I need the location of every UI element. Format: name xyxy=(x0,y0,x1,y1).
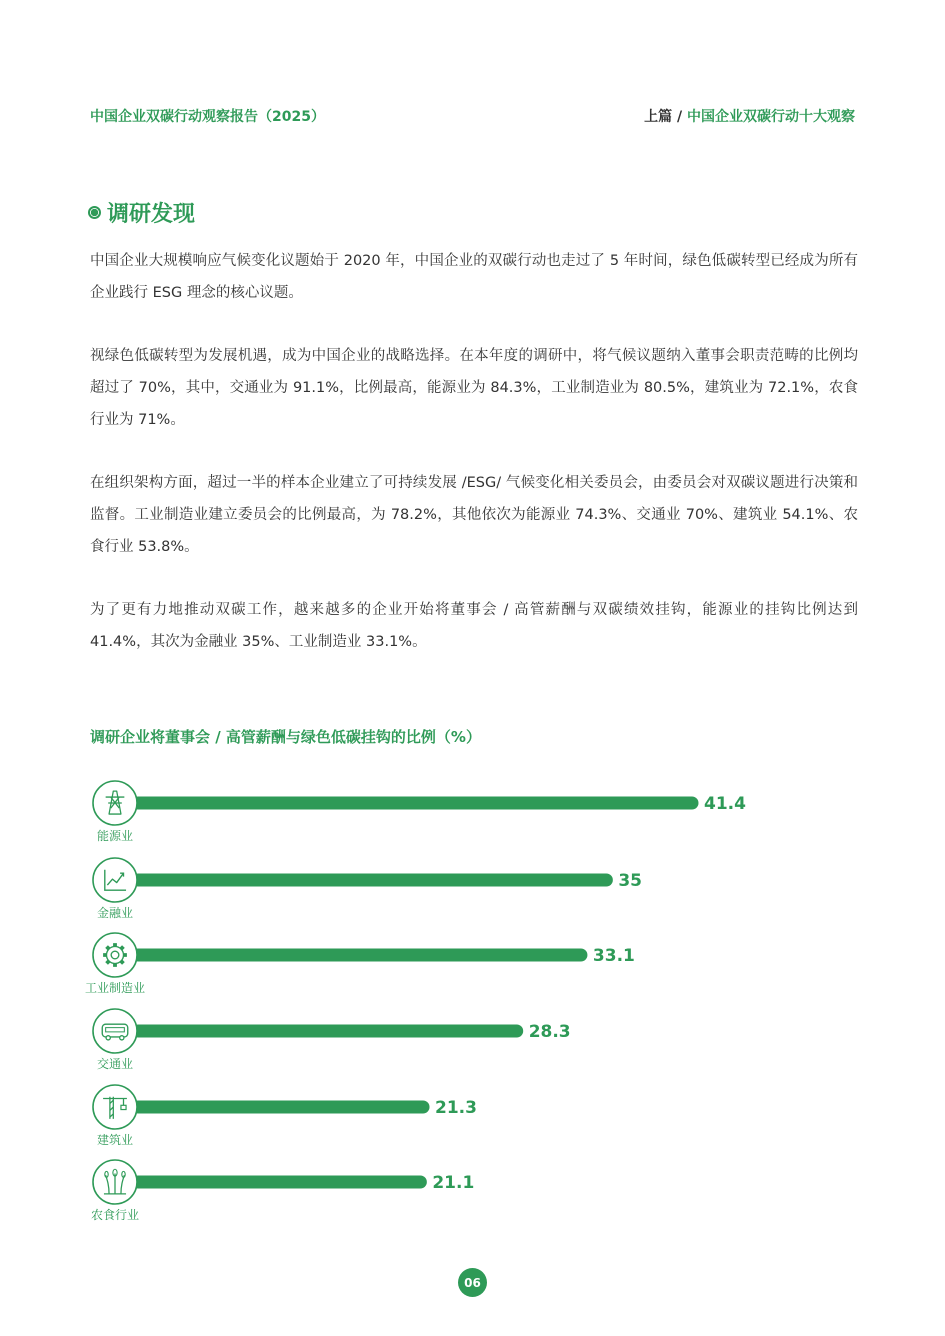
category-icon-circle xyxy=(93,858,137,902)
category-label: 能源业 xyxy=(96,829,134,843)
category-label: 工业制造业 xyxy=(84,981,146,995)
chart-title: 调研企业将董事会 / 高管薪酬与绿色低碳挂钩的比例（%） xyxy=(90,728,481,746)
value-label: 35 xyxy=(618,871,643,891)
page-number: 06 xyxy=(458,1268,487,1297)
value-label: 41.4 xyxy=(704,794,746,814)
section-title xyxy=(88,197,195,228)
chapter-separator: / xyxy=(672,109,687,125)
paragraph: 中国企业大规模响应气候变化议题始于 2020 年，中国企业的双碳行动也走过了 5 年时间，绿色低碳转型已经成为所有企业践行 ESG 理念的核心议题。 xyxy=(90,253,858,301)
value-label: 21.1 xyxy=(432,1173,475,1193)
section-title-text: 调研发现 xyxy=(107,202,196,227)
chapter-name: 中国企业双碳行动十大观察 xyxy=(687,109,855,125)
category-icon-circle xyxy=(93,1085,137,1129)
report-title: 中国企业双碳行动观察报告（2025） xyxy=(90,109,325,125)
category-label: 建筑业 xyxy=(96,1133,134,1147)
gear-icon xyxy=(103,943,127,967)
chapter-part: 上篇 xyxy=(644,109,673,125)
category-icon-circle xyxy=(93,1009,137,1053)
bullet-icon xyxy=(88,206,101,219)
value-label: 21.3 xyxy=(435,1098,477,1118)
bar-chart xyxy=(0,760,945,1240)
chapter-title xyxy=(644,106,855,126)
value-label: 28.3 xyxy=(528,1022,571,1042)
paragraph: 为了更有力地推动双碳工作，越来越多的企业开始将董事会 / 高管薪酬与双碳绩效挂钩，能源业的挂钩比例达到 41.4%，其次为金融业 35%、工业制造业 33.1%。 xyxy=(90,602,858,650)
findings-text xyxy=(90,245,858,689)
category-label: 金融业 xyxy=(96,906,134,920)
value-label: 33.1 xyxy=(592,946,635,966)
category-label: 农食行业 xyxy=(90,1208,140,1222)
paragraph: 视绿色低碳转型为发展机遇，成为中国企业的战略选择。在本年度的调研中，将气候议题纳入董事会职责范畴的比例均超过了 70%，其中，交通业为 91.1%，比例最高，能源业为 84.3%，工业制造业为 80.5%，建筑业为 72.1%，农食行业为 71%。 xyxy=(90,348,858,428)
category-label: 交通业 xyxy=(96,1057,134,1071)
paragraph: 在组织架构方面，超过一半的样本企业建立了可持续发展 /ESG/ 气候变化相关委员会，由委员会对双碳议题进行决策和监督。工业制造业建立委员会的比例最高，为 78.2%，其他依次为能源业 74.3%、交通业 70%、建筑业 54.1%、农食行业 53.8%。 xyxy=(90,475,858,555)
